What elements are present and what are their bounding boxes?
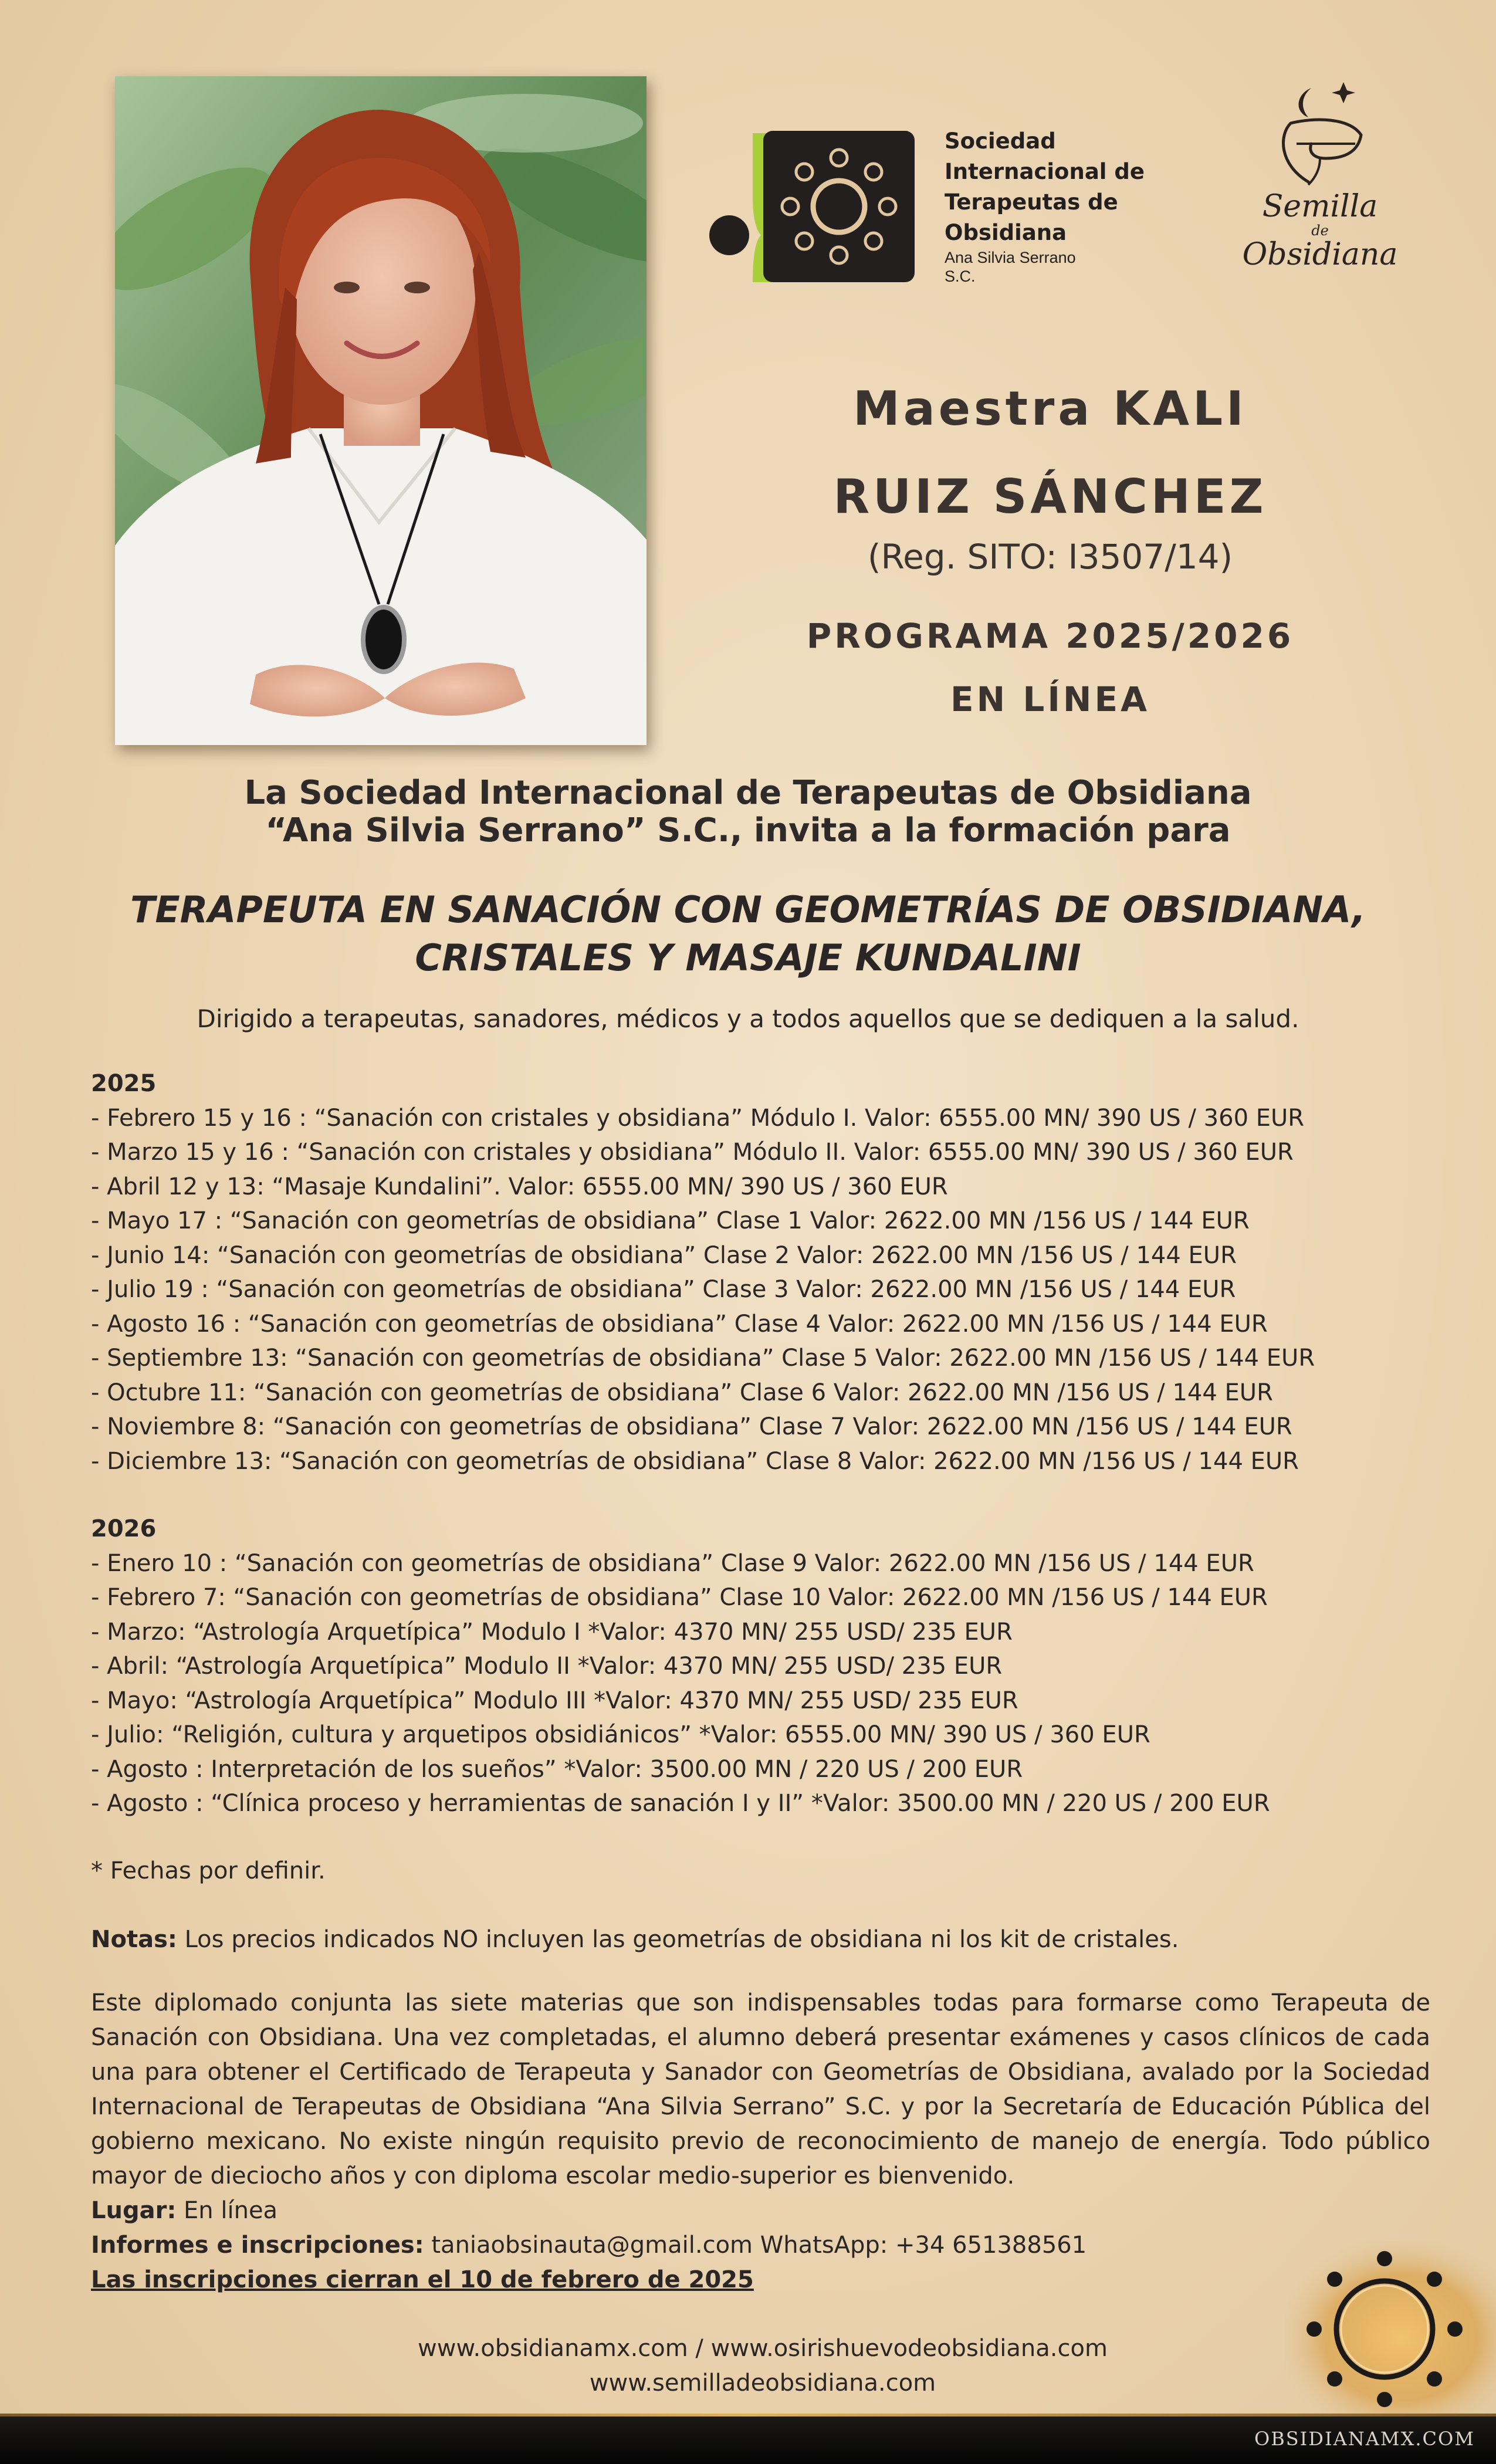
location-value: En línea [176, 2197, 278, 2224]
invitation-line: La Sociedad Internacional de Terapeutas de Obsidiana [244, 774, 1252, 812]
schedule-2025 [91, 1067, 1440, 1478]
society-name-line: Obsidiana [945, 220, 1067, 245]
course-title [117, 886, 1379, 982]
schedule-item: - Agosto : Interpretación de los sueños” *Valor: 3500.00 MN / 220 US / 200 EUR [91, 1755, 1023, 1783]
registration-deadline: Las inscripciones cierran el 10 de febrero de 2025 [91, 2266, 754, 2293]
schedule-item: - Octubre 11: “Sanación con geometrías de obsidiana” Clase 6 Valor: 2622.00 MN /156 US / 144 EUR [91, 1379, 1273, 1406]
schedule-item: - Marzo 15 y 16 : “Sanación con cristales y obsidiana” Módulo II. Valor: 6555.00 MN/ 390 US / 360 EUR [91, 1139, 1294, 1166]
schedule-item: - Febrero 7: “Sanación con geometrías de obsidiana” Clase 10 Valor: 2622.00 MN /156 US / 144 EUR [91, 1584, 1268, 1611]
location-line [91, 2194, 1430, 2228]
schedule-item: - Julio 19 : “Sanación con geometrías de obsidiana” Clase 3 Valor: 2622.00 MN /156 US / 144 EUR [91, 1276, 1236, 1303]
portrait-illustration [115, 76, 647, 745]
target-audience: Dirigido a terapeutas, sanadores, médicos y a todos aquellos que se dediquen a la salud. [197, 1004, 1299, 1033]
society-name-line: Terapeutas de [945, 189, 1118, 215]
schedule-item: - Febrero 15 y 16 : “Sanación con cristales y obsidiana” Módulo I. Valor: 6555.00 MN/ 390 US / 360 EUR [91, 1104, 1305, 1132]
obsidian-mirror-logo-icon [707, 126, 918, 285]
notes-text: Los precios indicados NO incluyen las geometrías de obsidiana ni los kit de cristales. [177, 1926, 1179, 1953]
semilla-logo-word: Semilla [1262, 189, 1378, 224]
contact-value[interactable]: taniaobsinauta@gmail.com WhatsApp: +34 651388561 [424, 2232, 1087, 2259]
teacher-name-line2: RUIZ SÁNCHEZ [833, 469, 1267, 524]
footer-link-line[interactable]: www.obsidianamx.com / www.osirishuevodeobsidiana.com [418, 2335, 1108, 2362]
society-name-block [945, 126, 1191, 286]
society-logo [707, 126, 918, 285]
contact-line [91, 2228, 1430, 2263]
teacher-portrait-photo [115, 76, 647, 745]
schedule-item: - Diciembre 13: “Sanación con geometrías de obsidiana” Clase 8 Valor: 2622.00 MN /156 US / 144 EUR [91, 1447, 1299, 1475]
notes-label: Notas: [91, 1926, 177, 1953]
schedule-item: - Abril: “Astrología Arquetípica” Modulo II *Valor: 4370 MN/ 255 USD/ 235 EUR [91, 1653, 1003, 1680]
schedule-item: - Septiembre 13: “Sanación con geometrías de obsidiana” Clase 5 Valor: 2622.00 MN /156 US / 144 EUR [91, 1345, 1315, 1372]
schedule-item: - Enero 10 : “Sanación con geometrías de obsidiana” Clase 9 Valor: 2622.00 MN /156 US / 144 EUR [91, 1549, 1254, 1577]
schedule-item: - Agosto : “Clínica proceso y herramientas de sanación I y II” *Valor: 3500.00 MN / 220 US / 200 EUR [91, 1790, 1270, 1817]
year-heading: 2025 [91, 1070, 157, 1097]
schedule-item: - Noviembre 8: “Sanación con geometrías de obsidiana” Clase 7 Valor: 2622.00 MN /156 US / 144 EUR [91, 1413, 1292, 1440]
invitation-text [117, 774, 1379, 849]
invitation-line: “Ana Silvia Serrano” S.C., invita a la formación para [265, 811, 1231, 849]
golden-sun-ring-icon [1285, 2241, 1496, 2417]
schedule-item: - Junio 14: “Sanación con geometrías de obsidiana” Clase 2 Valor: 2622.00 MN /156 US / 144 EUR [91, 1241, 1237, 1269]
woman-moon-star-logo-icon [1255, 70, 1385, 188]
program-title: PROGRAMA 2025/2026 [806, 616, 1294, 656]
schedule-item: - Marzo: “Astrología Arquetípica” Modulo I *Valor: 4370 MN/ 255 USD/ 235 EUR [91, 1618, 1013, 1646]
footer-link-line[interactable]: www.semilladeobsidiana.com [589, 2370, 936, 2397]
schedule-2026 [91, 1512, 1440, 1821]
footer-gold-line [0, 2414, 1496, 2416]
course-title-line: CRISTALES Y MASAJE KUNDALINI [415, 936, 1081, 979]
semilla-logo-de: de [1311, 222, 1329, 239]
society-name-line: Sociedad [945, 128, 1056, 154]
course-title-line: TERAPEUTA EN SANACIÓN CON GEOMETRÍAS DE OBSIDIANA, [130, 888, 1366, 931]
schedule-item: - Mayo: “Astrología Arquetípica” Modulo III *Valor: 4370 MN/ 255 USD/ 235 EUR [91, 1687, 1018, 1714]
location-label: Lugar: [91, 2197, 177, 2224]
schedule-item: - Agosto 16 : “Sanación con geometrías de obsidiana” Clase 4 Valor: 2622.00 MN /156 US / 144 EUR [91, 1310, 1268, 1338]
sun-ring-graphic [1285, 2241, 1496, 2417]
semilla-logo [1232, 70, 1408, 305]
schedule-item: - Mayo 17 : “Sanación con geometrías de obsidiana” Clase 1 Valor: 2622.00 MN /156 US / 144 EUR [91, 1207, 1250, 1234]
dates-footnote: * Fechas por definir. [91, 1857, 326, 1884]
footer-links [293, 2331, 1232, 2401]
program-modality: EN LÍNEA [950, 679, 1150, 719]
society-sub-line: S.C. [945, 268, 976, 285]
society-sub-line: Ana Silvia Serrano [945, 249, 1076, 266]
society-name-line: Internacional de [945, 159, 1145, 184]
schedule-item: - Abril 12 y 13: “Masaje Kundalini”. Valor: 6555.00 MN/ 390 US / 360 EUR [91, 1173, 948, 1200]
footer-brand[interactable]: OBSIDIANAMX.COM [1254, 2428, 1475, 2450]
description-block [91, 1986, 1430, 2297]
schedule-item: - Julio: “Religión, cultura y arquetipos obsidiánicos” *Valor: 6555.00 MN/ 390 US / 360 EUR [91, 1721, 1150, 1748]
contact-label: Informes e inscripciones: [91, 2232, 424, 2259]
teacher-registration: (Reg. SITO: I3507/14) [867, 537, 1233, 577]
year-heading: 2026 [91, 1515, 157, 1542]
teacher-name-line1: Maestra KALI [853, 381, 1247, 436]
semilla-logo-word: Obsidiana [1242, 237, 1398, 272]
price-notes [91, 1923, 1440, 1957]
description-text: Este diplomado conjunta las siete materias que son indispensables todas para formarse como Terapeuta de Sanación con Obsidiana. Una vez completadas, el alumno deberá presentar exámenes y casos clínicos de cada una para obtener el Certificado de Terapeuta y Sanador con Geometrías de Obsidiana, avalado por la Sociedad Internacional de Terapeutas de Obsidiana “Ana Silvia Serrano” S.C. y por la Secretaría de Educación Pública del gobierno mexicano. No existe ningún requisito previo de reconocimiento de manejo de energía. Todo público mayor de dieciocho años y con diploma escolar medio-superior es bienvenido. [91, 1989, 1430, 2189]
